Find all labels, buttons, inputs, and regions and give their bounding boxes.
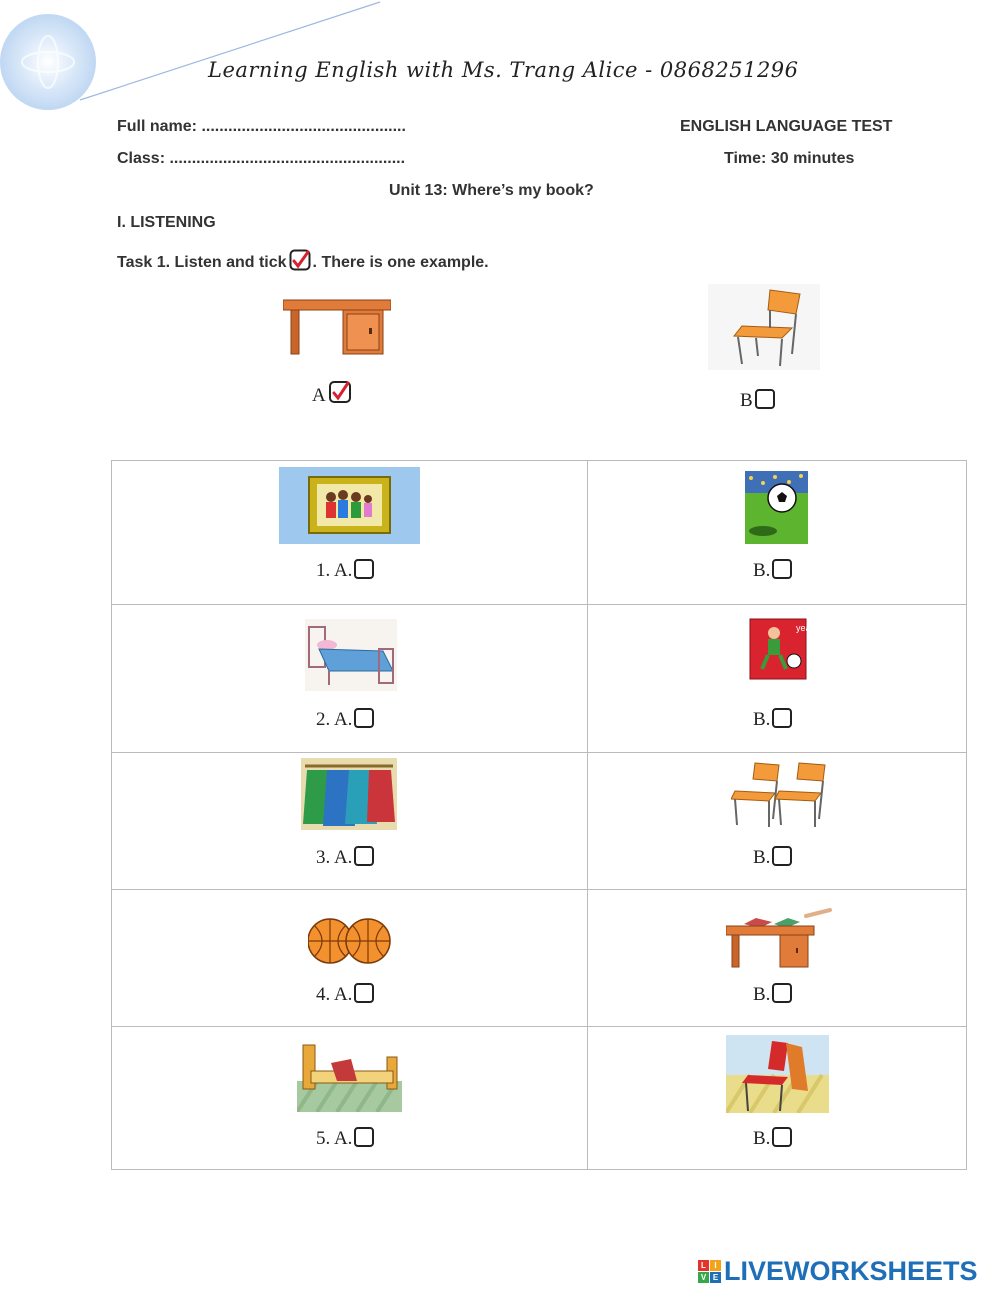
tick-checkbox-icon xyxy=(289,249,311,271)
example-b-label: B xyxy=(740,390,753,411)
liveworksheets-logo xyxy=(698,1256,978,1287)
example-a-label: A xyxy=(312,385,326,406)
grid-divider xyxy=(112,889,966,890)
section-heading: I. LISTENING xyxy=(117,214,216,231)
picture-icon xyxy=(279,467,420,544)
grid-divider xyxy=(587,461,588,1169)
desk-icon xyxy=(283,298,391,356)
full-name-field[interactable]: Full name: .............................................. xyxy=(117,118,406,135)
q5-option-a[interactable] xyxy=(316,1125,374,1147)
football-icon xyxy=(745,471,808,544)
checkbox[interactable] xyxy=(772,983,792,1003)
desk-with-books-icon xyxy=(726,908,832,968)
q4-option-a[interactable] xyxy=(316,981,374,1003)
checkbox[interactable] xyxy=(354,846,374,866)
logo-cell: V xyxy=(698,1272,709,1283)
q3-option-b[interactable] xyxy=(753,844,792,866)
coats-icon xyxy=(301,758,397,830)
grid-divider xyxy=(112,752,966,753)
logo-text: LIVEWORKSHEETS xyxy=(724,1256,978,1286)
checkbox[interactable] xyxy=(354,983,374,1003)
checkbox[interactable] xyxy=(772,708,792,728)
unit-title: Unit 13: Where’s my book? xyxy=(389,182,594,199)
task-instruction-end: . There is one example. xyxy=(312,254,489,271)
q2-b-label: B. xyxy=(753,709,771,730)
checkbox[interactable] xyxy=(772,559,792,579)
checked-checkbox-icon[interactable] xyxy=(328,380,352,404)
q5-option-b[interactable] xyxy=(753,1125,792,1147)
example-option-a[interactable] xyxy=(312,380,352,404)
q4-b-label: B. xyxy=(753,984,771,1005)
bed-icon xyxy=(305,619,397,691)
logo-cell: I xyxy=(710,1260,721,1271)
checkbox[interactable] xyxy=(772,1127,792,1147)
grid-divider xyxy=(112,604,966,605)
q2-option-b[interactable] xyxy=(753,706,792,728)
checkbox[interactable] xyxy=(755,389,775,409)
q2-a-label: 2. A. xyxy=(316,709,353,730)
logo-mark-icon xyxy=(698,1260,721,1283)
q3-b-label: B. xyxy=(753,847,771,868)
logo-cell: E xyxy=(710,1272,721,1283)
q1-b-label: B. xyxy=(753,560,771,581)
q3-a-label: 3. A. xyxy=(316,847,353,868)
two-chairs-icon xyxy=(731,761,827,829)
q3-option-a[interactable] xyxy=(316,844,374,866)
test-title: ENGLISH LANGUAGE TEST xyxy=(680,118,893,135)
header-credit: Learning English with Ms. Trang Alice - 0868251296 xyxy=(208,58,799,82)
example-option-b[interactable] xyxy=(740,387,775,409)
coat-on-bed-icon xyxy=(297,1041,402,1112)
task-instruction xyxy=(117,254,489,272)
poster-icon xyxy=(748,617,830,681)
q1-option-b[interactable] xyxy=(753,557,792,579)
svg-text:yeah: yeah xyxy=(796,623,816,633)
task-instruction-start: Task 1. Listen and tick xyxy=(117,254,287,271)
q5-a-label: 5. A. xyxy=(316,1128,353,1149)
q2-option-a[interactable] xyxy=(316,706,374,728)
class-field[interactable]: Class: ..................................................... xyxy=(117,150,406,167)
chair-icon xyxy=(708,284,820,370)
q1-a-label: 1. A. xyxy=(316,560,353,581)
time-limit: Time: 30 minutes xyxy=(724,150,855,167)
checkbox[interactable] xyxy=(354,708,374,728)
q4-a-label: 4. A. xyxy=(316,984,353,1005)
q5-b-label: B. xyxy=(753,1128,771,1149)
answer-grid xyxy=(111,460,967,1170)
q4-option-b[interactable] xyxy=(753,981,792,1003)
checkbox[interactable] xyxy=(772,846,792,866)
coat-on-chair-icon xyxy=(726,1035,829,1113)
decorative-flower-icon xyxy=(0,14,96,110)
logo-cell: L xyxy=(698,1260,709,1271)
checkbox[interactable] xyxy=(354,559,374,579)
q1-option-a[interactable] xyxy=(316,557,374,579)
basketballs-icon xyxy=(308,917,392,965)
checkbox[interactable] xyxy=(354,1127,374,1147)
grid-divider xyxy=(112,1026,966,1027)
